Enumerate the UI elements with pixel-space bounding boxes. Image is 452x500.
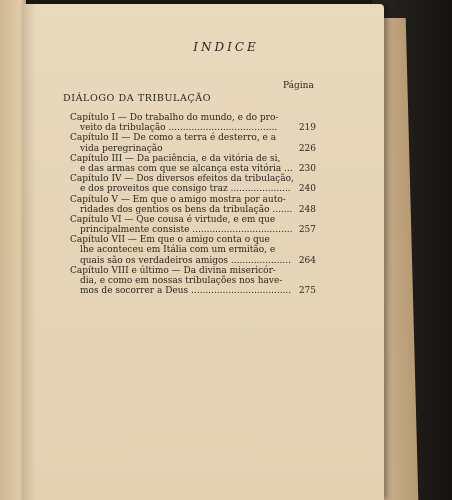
page-gutter-shadow: [22, 4, 36, 500]
toc-line: [70, 256, 316, 266]
toc-line-text: lhe aconteceu em Itália com um ermitão, e: [80, 245, 276, 256]
toc-page-number: 219: [298, 123, 316, 134]
toc-line: [70, 225, 316, 235]
toc-page-number: 230: [298, 163, 316, 174]
toc-line: [70, 164, 316, 174]
toc-line: [70, 123, 316, 133]
toc-line-text: vida peregrinação: [80, 143, 163, 154]
toc-line-text: Capítulo III — Da paciência, e da vitória de si,: [70, 153, 281, 164]
toc-line-text: Capítulo VI — Que cousa é virtude, e em que: [70, 214, 276, 225]
toc-line: [70, 113, 316, 123]
page-title: INDICE: [193, 40, 259, 54]
toc-line-text: mos de socorrer a Deus ...................................: [80, 286, 292, 297]
toc-line-text: Capítulo I — Do trabalho do mundo, e do pro-: [70, 113, 279, 123]
section-title: DIÁLOGO DA TRIBULAÇÃO: [63, 93, 212, 104]
toc-line-text: Capítulo V — Em que o amigo mostra por auto-: [70, 194, 286, 205]
toc-line-text: ridades dos gentios os bens da tribulação .......: [80, 204, 293, 215]
toc-line: [70, 286, 316, 296]
toc-line: [70, 266, 316, 276]
toc-line-text: Capítulo IV — Dos diversos efeitos da tribulação,: [70, 174, 294, 185]
toc-line: [70, 245, 316, 255]
toc-line-text: e dos proveitos que consigo traz .....................: [80, 184, 291, 195]
toc-page-number: 257: [298, 225, 316, 236]
toc-line: [70, 154, 316, 164]
toc-line: [70, 174, 316, 184]
toc-line-text: Capítulo VIII e último — Da divina misericór-: [70, 265, 276, 276]
toc-page-number: 264: [298, 255, 316, 266]
toc-page-number: 226: [298, 143, 316, 154]
toc-line-text: Capítulo VII — Em que o amigo conta o que: [70, 235, 270, 246]
toc-line: [70, 144, 316, 154]
toc-line-text: quais são os verdadeiros amigos .....................: [80, 255, 291, 266]
toc-entries: [70, 113, 316, 296]
toc-line-text: principalmente consiste ...................................: [80, 225, 293, 236]
toc-line-text: e das armas com que se alcança esta vitória ...: [80, 163, 293, 174]
toc-line: [70, 235, 316, 245]
toc-line: [70, 184, 316, 194]
toc-line: [70, 133, 316, 143]
page-column-label: Página: [283, 81, 314, 91]
toc-page-number: 248: [298, 204, 316, 215]
toc-line-text: Capítulo II — De como a terra é desterro, e a: [70, 133, 277, 144]
toc-line: [70, 195, 316, 205]
toc-line: [70, 205, 316, 215]
toc-page-number: 240: [298, 184, 316, 195]
toc-page-number: 275: [298, 286, 316, 297]
toc-line: [70, 215, 316, 225]
toc-line-text: dia, e como em nossas tribulações nos have-: [80, 276, 283, 286]
toc-line-text: veito da tribulação ......................................: [80, 123, 278, 134]
toc-line: [70, 276, 316, 286]
